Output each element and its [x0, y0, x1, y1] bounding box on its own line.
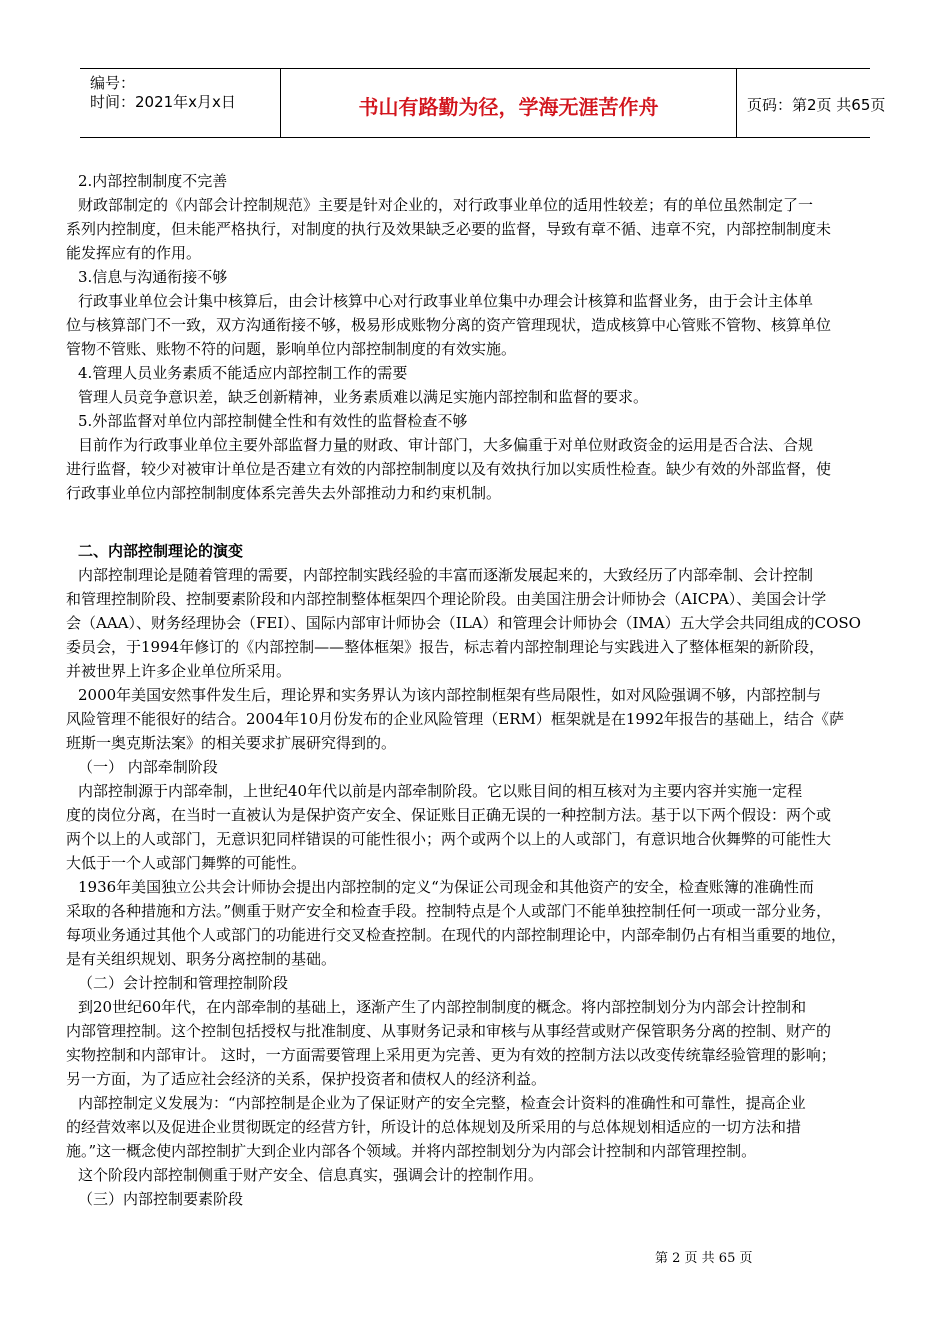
- paragraph-line: 财政部制定的《内部会计控制规范》主要是针对企业的，对行政事业单位的适用性较差；有的单位虽然制定了一: [78, 196, 814, 214]
- subheading: 2.内部控制制度不完善: [78, 172, 228, 190]
- paragraph-line: 内部控制源于内部牵制，上世纪40年代以前是内部牵制阶段。它以账目间的相互核对为主要内容并实施一定程: [78, 782, 803, 800]
- paragraph-line: 位与核算部门不一致，双方沟通衔接不够，极易形成账物分离的资产管理现状，造成核算中心管账不管物、核算单位: [66, 316, 832, 334]
- paragraph-line: 行政事业单位会计集中核算后，由会计核算中心对行政事业单位集中办理会计核算和监督业务，由于会计主体单: [78, 292, 814, 310]
- paragraph-line: 施。”这一概念使内部控制扩大到企业内部各个领域。并将内部控制划分为内部会计控制和内部管理控制。: [66, 1142, 757, 1160]
- paragraph-line: 管理人员竞争意识差，缺乏创新精神，业务素质难以满足实施内部控制和监督的要求。: [78, 388, 649, 406]
- subheading: （一） 内部牵制阶段: [78, 758, 218, 776]
- paragraph-line: 每项业务通过其他个人或部门的功能进行交叉检查控制。在现代的内部控制理论中，内部牵制仍占有相当重要的地位，: [66, 926, 847, 944]
- time-label: 时间：2021年x月x日: [90, 93, 236, 111]
- subheading: （三）内部控制要素阶段: [78, 1190, 244, 1208]
- paragraph-line: 采取的各种措施和方法。”侧重于财产安全和检查手段。控制特点是个人或部门不能单独控制任何一项或一部分业务，: [66, 902, 832, 920]
- paragraph-line: 会（AAA）、财务经理协会（FEI）、国际内部审计师协会（ILA）和管理会计师协会（IMA）五大学会共同组成的COSO: [66, 614, 861, 632]
- paragraph-line: 委员会，于1994年修订的《内部控制——整体框架》报告，标志着内部控制理论与实践进入了整体框架的新阶段，: [66, 638, 825, 656]
- paragraph-line: 大低于一个人或部门舞弊的可能性。: [66, 854, 307, 872]
- paragraph-line: 实物控制和内部审计。 这时，一方面需要管理上采用更为完善、更为有效的控制方法以改变传统靠经验管理的影响；: [66, 1046, 836, 1064]
- page-footer: 第 2 页 共 65 页: [655, 1251, 753, 1266]
- number-label: 编号：: [90, 74, 136, 92]
- paragraph-line: 系列内控制度，但未能严格执行，对制度的执行及效果缺乏必要的监督，导致有章不循、违章不究，内部控制制度未: [66, 220, 832, 238]
- paragraph-line: 行政事业单位内部控制制度体系完善失去外部推动力和约束机制。: [66, 484, 502, 502]
- paragraph-line: 内部控制理论是随着管理的需要，内部控制实践经验的丰富而逐渐发展起来的，大致经历了内部牵制、会计控制: [78, 566, 814, 584]
- paragraph-line: 到20世纪60年代，在内部牵制的基础上，逐渐产生了内部控制制度的概念。将内部控制划分为内部会计控制和: [78, 998, 807, 1016]
- paragraph-line: 风险管理不能很好的结合。2004年10月份发布的企业风险管理（ERM）框架就是在1992年报告的基础上，结合《萨: [66, 710, 845, 728]
- paragraph-line: 内部控制定义发展为：“内部控制是企业为了保证财产的安全完整，检查会计资料的准确性和可靠性，提高企业: [78, 1094, 806, 1112]
- paragraph-line: 能发挥应有的作用。: [66, 244, 202, 262]
- motto: 书山有路勤为径，学海无涯苦作舟: [358, 95, 659, 119]
- paragraph-line: 目前作为行政事业单位主要外部监督力量的财政、审计部门，大多偏重于对单位财政资金的运用是否合法、合规: [78, 436, 814, 454]
- paragraph-line: 进行监督，较少对被审计单位是否建立有效的内部控制制度以及有效执行加以实质性检查。缺少有效的外部监督，使: [66, 460, 832, 478]
- page-info: 页码：第2页 共65页: [747, 96, 886, 114]
- subheading: 4.管理人员业务素质不能适应内部控制工作的需要: [78, 364, 408, 382]
- paragraph-line: 和管理控制阶段、控制要素阶段和内部控制整体框架四个理论阶段。由美国注册会计师协会（AICPA）、美国会计学: [66, 590, 827, 608]
- paragraph-line: 这个阶段内部控制侧重于财产安全、信息真实，强调会计的控制作用。: [78, 1166, 544, 1184]
- header-meta: [80, 69, 280, 137]
- paragraph-line: 度的岗位分离，在当时一直被认为是保护资产安全、保证账目正确无误的一种控制方法。基于以下两个假设：两个或: [66, 806, 832, 824]
- header-page-cell: [735, 69, 886, 137]
- subheading: 5.外部监督对单位内部控制健全性和有效性的监督检查不够: [78, 412, 468, 430]
- section-heading: 二、内部控制理论的演变: [78, 542, 244, 560]
- paragraph-line: 是有关组织规划、职务分离控制的基础。: [66, 950, 337, 968]
- paragraph-line: 班斯一奥克斯法案》的相关要求扩展研究得到的。: [66, 734, 397, 752]
- paragraph-line: 另一方面，为了适应社会经济的关系，保护投资者和债权人的经济利益。: [66, 1070, 547, 1088]
- subheading: 3.信息与沟通衔接不够: [78, 268, 228, 286]
- paragraph-line: 的经营效率以及促进企业贯彻既定的经营方针，所设计的总体规划及所采用的与总体规划相适应的一切方法和措: [66, 1118, 802, 1136]
- subheading: （二）会计控制和管理控制阶段: [78, 974, 289, 992]
- paragraph-line: 并被世界上许多企业单位所采用。: [66, 662, 292, 680]
- paragraph-line: 内部管理控制。这个控制包括授权与批准制度、从事财务记录和审核与从事经营或财产保管职务分离的控制、财产的: [66, 1022, 832, 1040]
- header-table: [80, 68, 886, 138]
- paragraph-line: 管物不管账、账物不符的问题，影响单位内部控制制度的有效实施。: [66, 340, 517, 358]
- paragraph-line: 1936年美国独立公共会计师协会提出内部控制的定义“为保证公司现金和其他资产的安全，检查账簿的准确性而: [78, 878, 814, 896]
- paragraph-line: 2000年美国安然事件发生后，理论界和实务界认为该内部控制框架有些局限性，如对风险强调不够，内部控制与: [78, 686, 822, 704]
- paragraph-line: 两个以上的人或部门，无意识犯同样错误的可能性很小；两个或两个以上的人或部门，有意识地合伙舞弊的可能性大: [66, 830, 832, 848]
- header-motto-cell: [280, 69, 737, 137]
